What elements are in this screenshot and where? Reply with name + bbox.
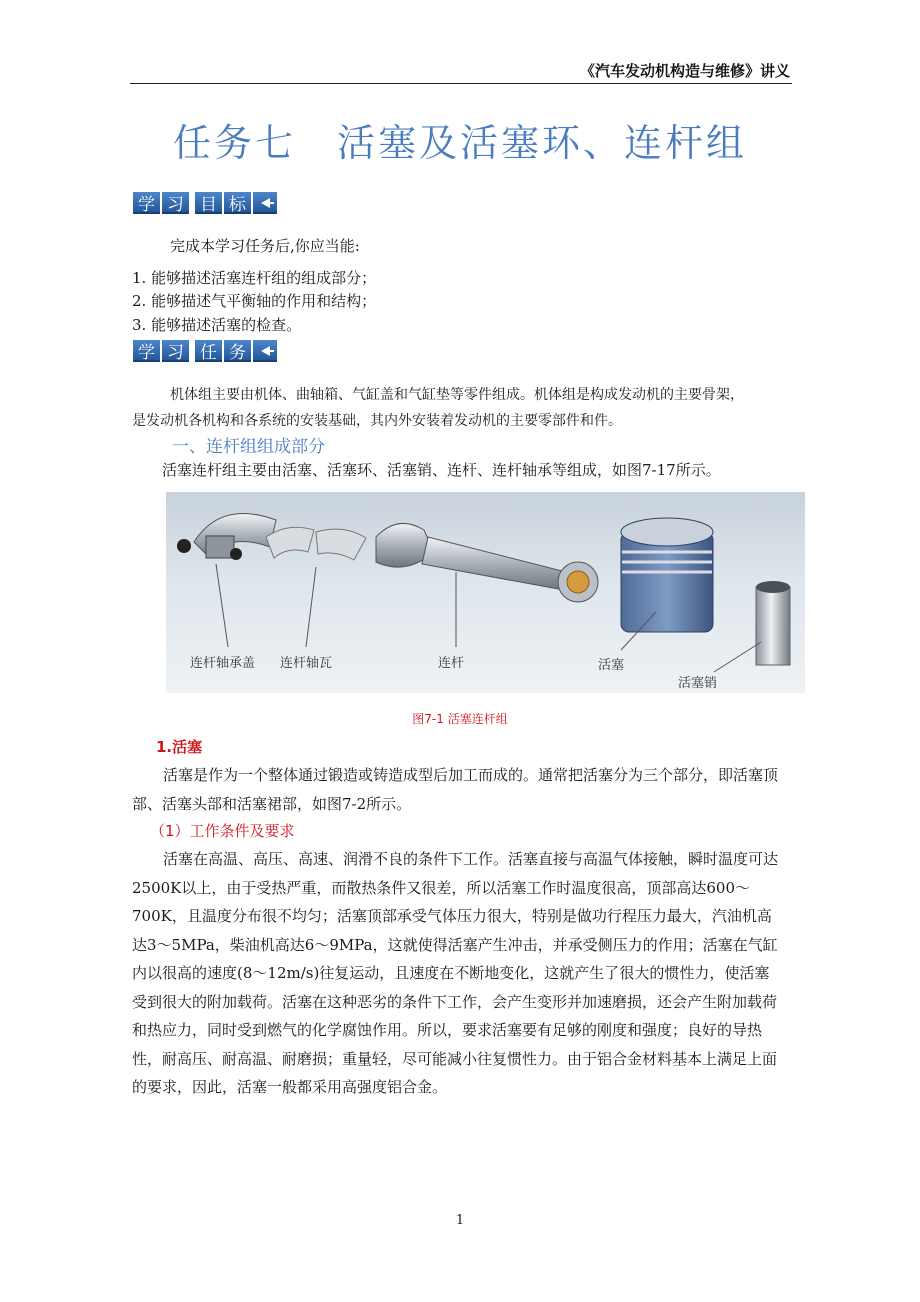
piston-heading: 1.活塞: [156, 738, 203, 756]
piston-pin-shape: [756, 581, 790, 665]
section-text: 活塞连杆组主要由活塞、活塞环、活塞销、连杆、连杆轴承等组成，如图7-17所示。: [162, 461, 721, 479]
badge-char: 学: [133, 340, 160, 362]
tasks-intro-line1: 机体组主要由机体、曲轴箱、气缸盖和气缸垫等零件组成。机体组是构成发动机的主要骨架，: [170, 387, 744, 403]
badge-char: 习: [162, 192, 189, 214]
badge-char: 标: [224, 192, 251, 214]
piston-intro: 活塞是作为一个整体通过锻造或铸造成型后加工而成的。通常把活塞分为三个部分，即活塞顶部、活塞头部和活塞裙部，如图7-2所示。: [132, 766, 779, 813]
arrow-icon: [253, 340, 277, 362]
arrow-icon: [253, 192, 277, 214]
objectives-intro: 完成本学习任务后,你应当能:: [170, 237, 360, 255]
badge-char: 任: [195, 340, 222, 362]
objective-item: 2. 能够描述气平衡轴的作用和结构；: [132, 292, 377, 310]
badge-char: 学: [133, 192, 160, 214]
book-title: 《汽车发动机构造与维修》讲义: [579, 62, 790, 80]
leader-line: [216, 564, 228, 647]
sub-heading: （1）工作条件及要求: [150, 822, 295, 840]
bearing-cap-shape: [177, 514, 276, 560]
figure-photo: [166, 492, 805, 693]
badge-char: 务: [224, 340, 251, 362]
leader-line: [714, 642, 761, 672]
tasks-intro-line2: 是发动机各机构和各系统的安装基础，其内外安装着发动机的主要零部件和件。: [132, 413, 622, 429]
page-title: 任务七 活塞及活塞环、连杆组: [172, 121, 747, 165]
badge-char: 目: [195, 192, 222, 214]
page-number: 1: [455, 1213, 465, 1228]
connecting-rod-shape: [376, 523, 598, 602]
label-bearing-shell: 连杆轴瓦: [280, 656, 333, 671]
label-bearing-cap: 连杆轴承盖: [190, 656, 256, 671]
piston-body: 活塞在高温、高压、高速、润滑不良的条件下工作。活塞直接与高温气体接触，瞬时温度可达2500K以上，由于受热严重，而散热条件又很差，所以活塞工作时温度很高，顶部高达600～700K，且温度分布很不均匀；活塞顶部承受气体压力很大，特别是做功行程压力最大，汽油机高达3～5MPa，柴油机高达6～9MPa，这就使得活塞产生冲击，并承受侧压力的作用；活塞在气缸内以很高的速度(8～12m/s)往复运动，且速度在不断地变化，这就产生了很大的惯性力，使活塞受到很大的附加载荷。活塞在这种恶劣的条件下工作，会产生变形并加速磨损，还会产生附加载荷和热应力，同时受到燃气的化学腐蚀作用。所以，要求活塞要有足够的刚度和强度；良好的导热性，耐高压、耐高温、耐磨损；重量轻，尽可能减小往复惯性力。由于铝合金材料基本上满足上面的要求，因此，活塞一般都采用高强度铝合金。: [132, 850, 779, 1096]
piston-shape: [621, 518, 713, 632]
tasks-badge: [133, 340, 277, 362]
label-piston: 活塞: [598, 658, 625, 673]
leader-line: [306, 567, 316, 647]
objective-item: 3. 能够描述活塞的检查。: [132, 316, 302, 334]
label-piston-pin: 活塞销: [678, 676, 718, 691]
badge-char: 习: [162, 340, 189, 362]
figure-caption: 图7-1 活塞连杆组: [412, 712, 508, 726]
section-heading: 一、连杆组组成部分: [172, 437, 325, 457]
header-rule: [130, 83, 792, 84]
bearing-shell-shape: [316, 529, 366, 560]
objective-item: 1. 能够描述活塞连杆组的组成部分；: [132, 269, 377, 287]
label-rod: 连杆: [438, 656, 465, 671]
objectives-badge: [133, 192, 277, 214]
